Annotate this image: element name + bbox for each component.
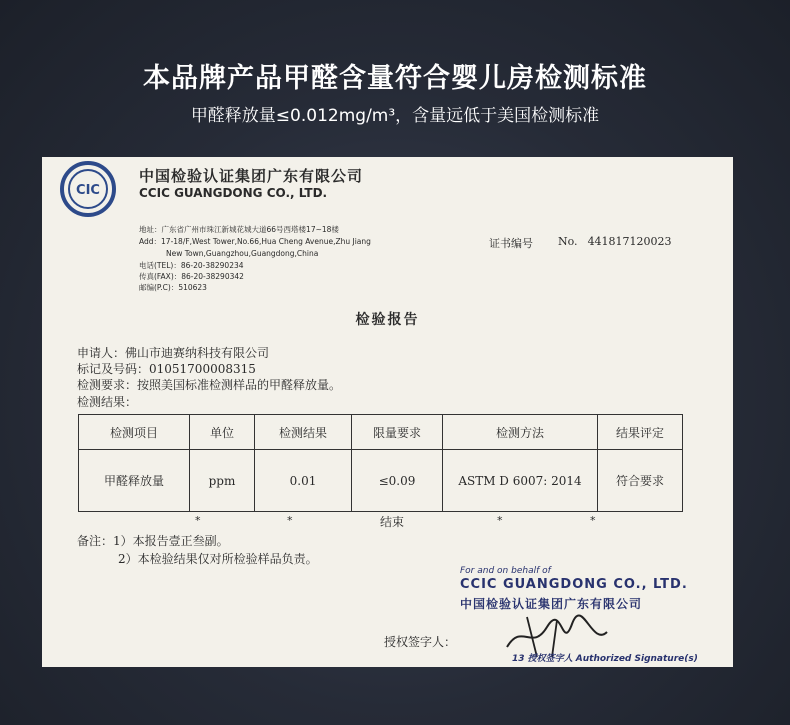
cell-item: 甲醛释放量 xyxy=(79,450,190,512)
report-title: 检验报告 xyxy=(355,312,420,328)
header-cell: 结果评定 xyxy=(598,415,683,450)
logo-text: CIC xyxy=(76,183,100,198)
tel-line: 电话(TEL)：86-20-38290234 xyxy=(139,261,244,270)
table-header-row xyxy=(79,415,683,450)
cell-limit: ≤0.09 xyxy=(352,450,443,512)
mark-number: 标记及号码：01051700008315 xyxy=(77,362,256,376)
cert-no-value: 441817120023 xyxy=(587,235,672,248)
authorized-signature-caption: 13 授权签字人 Authorized Signature(s) xyxy=(512,654,698,664)
ccic-logo xyxy=(58,160,118,218)
end-star: * xyxy=(195,514,201,527)
address-line: New Town,Guangzhou,Guangdong,China xyxy=(166,249,319,258)
table-row xyxy=(79,450,683,512)
results-table xyxy=(78,414,683,512)
cert-number xyxy=(558,235,672,248)
stamp-for-text: For and on behalf of xyxy=(460,566,551,576)
applicant: 申请人：佛山市迪赛纳科技有限公司 xyxy=(77,346,270,360)
inspection-report xyxy=(42,157,733,667)
cell-unit: ppm xyxy=(190,450,255,512)
cert-label: 证书编号 xyxy=(489,237,533,250)
end-star: * xyxy=(497,514,503,527)
header-cell: 单位 xyxy=(190,415,255,450)
header-cell: 检测结果 xyxy=(255,415,352,450)
header-cell: 限量要求 xyxy=(352,415,443,450)
postcode-line: 邮编(P.C)：510623 xyxy=(139,283,207,292)
fax-line: 传真(FAX)：86-20-38290342 xyxy=(139,272,244,281)
test-requirement: 检测要求：按照美国标准检测样品的甲醛释放量。 xyxy=(77,378,342,392)
header-cell: 检测项目 xyxy=(79,415,190,450)
header-cell: 检测方法 xyxy=(443,415,598,450)
stamp-company-en: CCIC GUANGDONG CO., LTD. xyxy=(460,577,688,592)
end-star: * xyxy=(590,514,596,527)
note-line: 2）本检验结果仅对所检验样品负责。 xyxy=(118,552,318,566)
headline-title: 本品牌产品甲醛含量符合婴儿房检测标准 xyxy=(143,63,647,94)
note-line: 备注：1）本报告壹正叁副。 xyxy=(77,534,229,548)
cell-result: 0.01 xyxy=(255,450,352,512)
headline-subtitle: 甲醛释放量≤0.012mg/m³，含量远低于美国检测标准 xyxy=(190,106,600,126)
address-line: 地址：广东省广州市珠江新城花城大道66号西塔楼17~18楼 xyxy=(139,225,339,234)
end-marker: 结束 xyxy=(380,515,405,529)
company-name-cn: 中国检验认证集团广东有限公司 xyxy=(139,167,364,185)
end-star: * xyxy=(287,514,293,527)
address-line: Add：17-18/F,West Tower,No.66,Hua Cheng Avenue,Zhu Jiang xyxy=(139,237,371,246)
results-label: 检测结果： xyxy=(77,395,138,409)
stamp-company-cn: 中国检验认证集团广东有限公司 xyxy=(460,597,643,611)
signatory-label: 授权签字人： xyxy=(384,635,457,649)
company-name-en: CCIC GUANGDONG CO., LTD. xyxy=(139,186,328,200)
cell-method: ASTM D 6007: 2014 xyxy=(443,450,598,512)
cert-no-label: No. xyxy=(558,235,578,248)
cell-evaluation: 符合要求 xyxy=(598,450,683,512)
